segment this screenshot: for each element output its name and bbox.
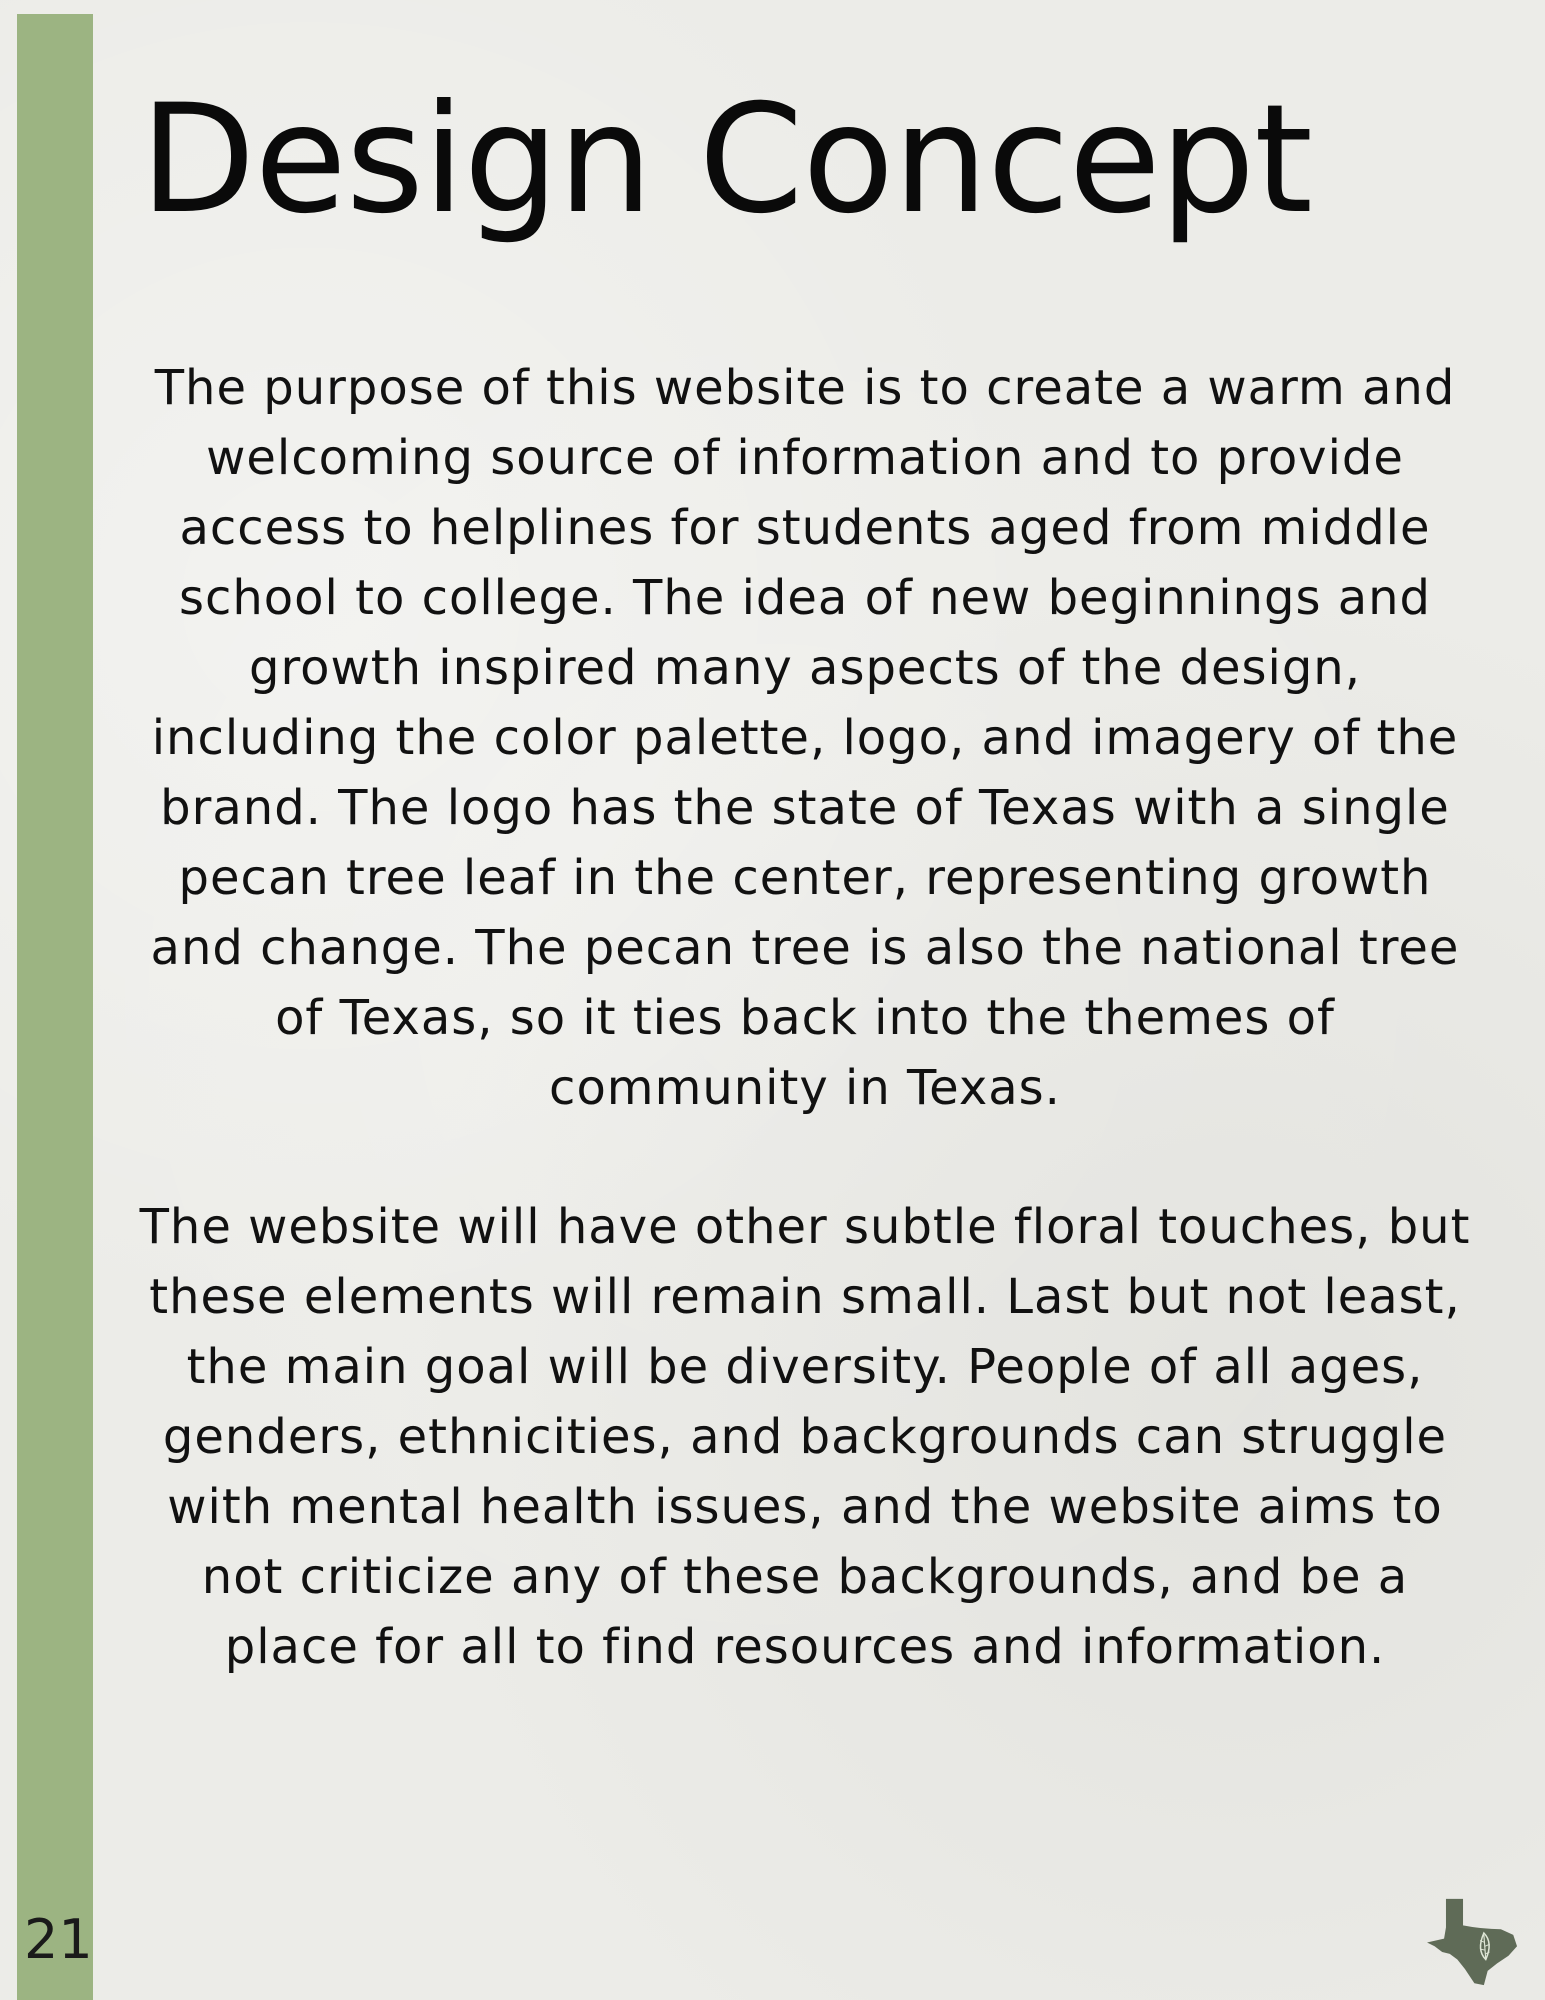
- texas-pecan-leaf-icon: [1425, 1897, 1520, 1987]
- page-title: Design Concept: [140, 73, 1312, 247]
- paragraph-purpose: The purpose of this website is to create a warm and welcoming source of information and to provide access to helplines for students aged from middle school to college. The idea of new beginnings and growth inspired many aspects of the design, including the color palette, logo, and imagery of the brand. The logo has the state of Texas with a single pecan tree leaf in the center, representing growth and change. The pecan tree is also the national tree of Texas, so it ties back into the themes of community in Texas.: [150, 360, 1460, 1116]
- side-accent-bar: [17, 14, 93, 2000]
- page-number: 21: [24, 1908, 93, 1971]
- paragraph-diversity: The website will have other subtle floral touches, but these elements will remain small. Last but not least, the main goal will be diversity. People of all ages, genders, ethnicities, and backgrounds can struggle with mental health issues, and the website aims to not criticize any of these backgrounds, and be a place for all to find resources and information.: [139, 1199, 1471, 1675]
